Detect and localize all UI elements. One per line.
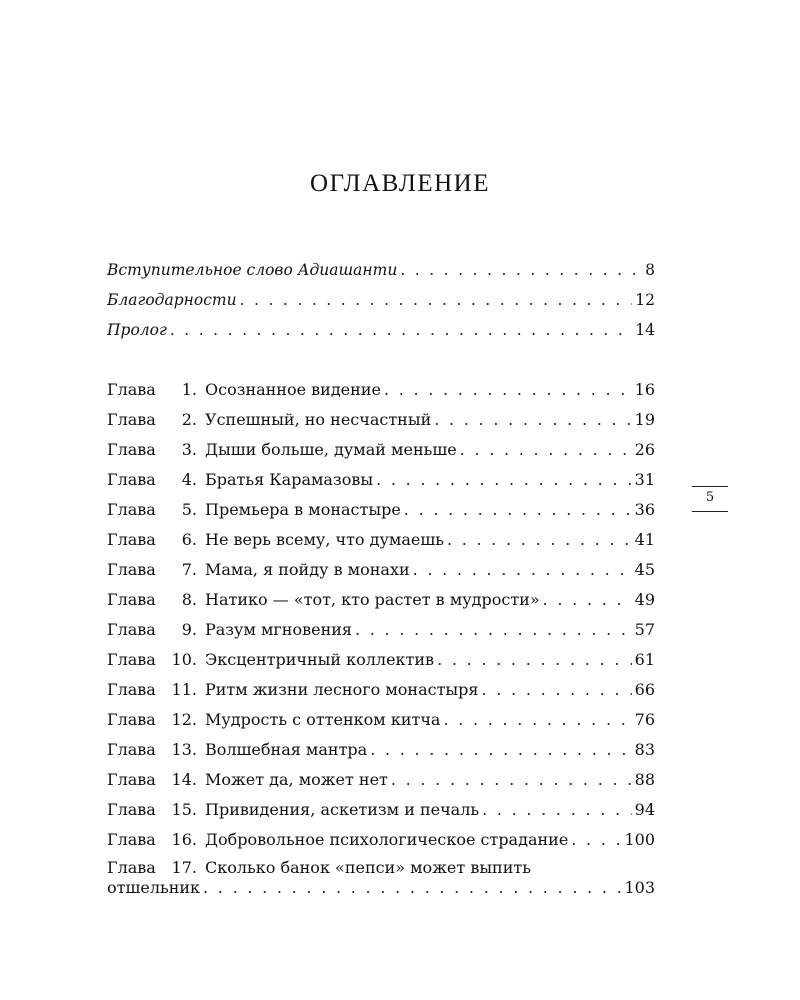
dot-leader — [447, 527, 632, 553]
chapter-label: Глава — [107, 500, 156, 519]
chapter-page: 49 — [634, 590, 655, 609]
chapter-page: 61 — [634, 650, 655, 669]
chapter-label: Глава — [107, 650, 156, 669]
chapter-label: Глава — [107, 800, 156, 819]
toc-entry-chapter-8[interactable] — [107, 587, 655, 613]
toc-entry-chapter-14[interactable] — [107, 767, 655, 793]
chapter-page: 26 — [634, 440, 655, 459]
toc-entry-chapter-3[interactable] — [107, 437, 655, 463]
chapter-page: 76 — [634, 710, 655, 729]
chapter-label: Глава — [107, 620, 156, 639]
chapter-number: 17. — [171, 858, 197, 877]
chapter-page: 103 — [624, 878, 655, 897]
dot-leader — [240, 287, 633, 313]
dot-leader — [482, 797, 632, 823]
chapter-title: Успешный, но несчастный — [205, 410, 432, 429]
toc-entry-chapter-9[interactable] — [107, 617, 655, 643]
chapter-title: Эксцентричный коллектив — [205, 650, 435, 669]
chapter-title: Добровольное психологическое страдание — [205, 830, 569, 849]
toc-entry-chapter-13[interactable] — [107, 737, 655, 763]
chapter-page: 100 — [624, 830, 655, 849]
chapter-number: 2. — [181, 410, 197, 429]
chapter-number: 4. — [181, 470, 197, 489]
chapter-number: 11. — [171, 680, 197, 699]
dot-leader — [391, 767, 632, 793]
toc-entry-chapter-15[interactable] — [107, 797, 655, 823]
page-number-marker — [692, 486, 728, 512]
chapter-number: 5. — [181, 500, 197, 519]
toc-entry-chapter-11[interactable] — [107, 677, 655, 703]
chapter-number: 7. — [181, 560, 197, 579]
toc-entry-title: Вступительное слово Адиашанти — [107, 261, 398, 279]
chapter-label: Глава — [107, 770, 156, 789]
chapter-page: 83 — [634, 740, 655, 759]
toc-entry-chapter-6[interactable] — [107, 527, 655, 553]
chapter-number: 15. — [171, 800, 197, 819]
chapter-title: Дыши больше, думай меньше — [205, 440, 457, 459]
chapter-number: 13. — [171, 740, 197, 759]
toc-entry-page: 8 — [645, 261, 655, 279]
chapter-title: Премьера в монастыре — [205, 500, 401, 519]
dot-leader — [404, 497, 632, 523]
chapter-label: Глава — [107, 440, 156, 459]
dot-leader — [384, 377, 632, 403]
chapter-label: Глава — [107, 740, 156, 759]
chapter-page: 36 — [634, 500, 655, 519]
chapter-page: 19 — [634, 410, 655, 429]
chapter-title: Мудрость с оттенком китча — [205, 710, 441, 729]
dot-leader — [434, 407, 631, 433]
chapter-number: 14. — [171, 770, 197, 789]
dot-leader — [482, 677, 632, 703]
chapter-page: 57 — [634, 620, 655, 639]
dot-leader — [203, 875, 621, 901]
toc-entry-chapter-7[interactable] — [107, 557, 655, 583]
toc-entry-prologue[interactable] — [107, 317, 655, 343]
chapter-number: 16. — [171, 830, 197, 849]
chapter-label: Глава — [107, 710, 156, 729]
toc-entry-chapter-5[interactable] — [107, 497, 655, 523]
chapter-number: 10. — [171, 650, 197, 669]
dot-leader — [543, 587, 632, 613]
chapter-number: 9. — [181, 620, 197, 639]
dot-leader — [400, 257, 642, 283]
chapter-title: Разум мгновения — [205, 620, 352, 639]
dot-leader — [170, 317, 632, 343]
chapter-title: Может да, может нет — [205, 770, 388, 789]
chapter-title: Осознанное видение — [205, 380, 381, 399]
toc-entry-page: 12 — [635, 291, 655, 309]
chapter-page: 31 — [634, 470, 655, 489]
chapter-number: 8. — [181, 590, 197, 609]
chapter-label: Глава — [107, 680, 156, 699]
chapter-title: Натико — «тот, кто растет в мудрости» — [205, 590, 540, 609]
chapter-title: Братья Карамазовы — [205, 470, 374, 489]
chapter-number: 1. — [181, 380, 197, 399]
chapter-title: Не верь всему, что думаешь — [205, 530, 444, 549]
chapter-title: Ритм жизни лесного монастыря — [205, 680, 479, 699]
toc-entry-chapter-1[interactable] — [107, 377, 655, 403]
chapter-title: Привидения, аскетизм и печаль — [205, 800, 480, 819]
toc-entry-title: Благодарности — [107, 291, 237, 309]
chapter-label: Глава — [107, 470, 156, 489]
toc-entry-chapter-10[interactable] — [107, 647, 655, 673]
chapter-label: Глава — [107, 530, 156, 549]
page-title: ОГЛАВЛЕНИЕ — [310, 170, 490, 197]
dot-leader — [413, 557, 632, 583]
dot-leader — [370, 737, 631, 763]
chapter-page: 16 — [634, 380, 655, 399]
toc-entry-page: 14 — [635, 321, 655, 339]
chapter-label: Глава — [107, 858, 156, 877]
toc-entry-chapter-16[interactable] — [107, 827, 655, 853]
chapter-label: Глава — [107, 590, 156, 609]
chapter-label: Глава — [107, 380, 156, 399]
dot-leader — [460, 437, 632, 463]
chapter-label: Глава — [107, 410, 156, 429]
toc-entry-acknowledgements[interactable] — [107, 287, 655, 313]
chapter-number: 3. — [181, 440, 197, 459]
chapter-page: 45 — [634, 560, 655, 579]
toc-entry-foreword[interactable] — [107, 257, 655, 283]
dot-leader — [571, 827, 621, 853]
dot-leader — [355, 617, 632, 643]
chapter-page: 88 — [634, 770, 655, 789]
chapter-number: 12. — [171, 710, 197, 729]
chapter-page: 66 — [634, 680, 655, 699]
toc-entry-title: Пролог — [107, 321, 167, 339]
chapter-title-line-2: отшельник — [107, 878, 201, 897]
chapter-page: 94 — [634, 800, 655, 819]
toc-entry-chapter-4[interactable] — [107, 467, 655, 493]
toc-entry-chapter-17-continuation[interactable] — [107, 875, 655, 901]
chapter-title-line-1: Сколько банок «пепси» может выпить — [205, 858, 531, 877]
dot-leader — [376, 467, 632, 493]
dot-leader — [437, 647, 632, 673]
chapter-title: Волшебная мантра — [205, 740, 368, 759]
page-number-rule-top — [692, 486, 728, 487]
chapter-page: 41 — [634, 530, 655, 549]
toc-entry-chapter-12[interactable] — [107, 707, 655, 733]
chapter-label: Глава — [107, 560, 156, 579]
chapter-label: Глава — [107, 830, 156, 849]
chapter-number: 6. — [181, 530, 197, 549]
dot-leader — [443, 707, 631, 733]
page-number-rule-bottom — [692, 511, 728, 512]
toc-entry-chapter-2[interactable] — [107, 407, 655, 433]
page-number: 5 — [705, 490, 715, 505]
chapter-title: Мама, я пойду в монахи — [205, 560, 410, 579]
